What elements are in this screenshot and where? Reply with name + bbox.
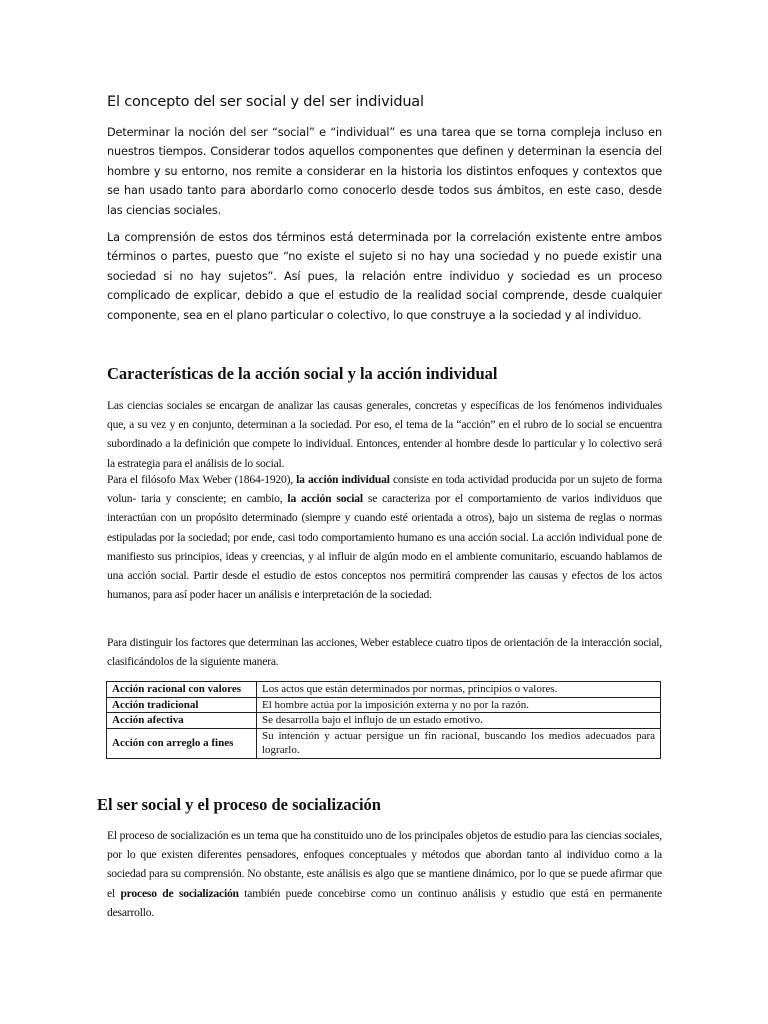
social-action-term: la acción social xyxy=(287,492,363,506)
concept-paragraph-1: Determinar la noción del ser “social” e “individual” es una tarea que se torna compleja incluso en nuestros tiempos. Considerar todos aquellos componentes que definen y determinan la esencia del hombre y su entorno, nos remite a considerar en la historia los distintos enfoques y contextos que se han usado tanto para abordarlo como conocerlo desde todos sus ámbitos, en este caso, desde las ciencias sociales. xyxy=(107,126,662,217)
characteristics-paragraph-2 xyxy=(107,470,662,604)
action-description-cell: Los actos que están determinados por normas, principios o valores. xyxy=(257,682,661,698)
table-row xyxy=(107,682,661,698)
characteristics-paragraph-3: Para distinguir los factores que determinan las acciones, Weber establece cuatro tipos de orientación de la interacción social, clasificándolos de la siguiente manera. xyxy=(107,636,662,669)
action-type-cell: Acción racional con valores xyxy=(107,682,257,698)
action-type-cell: Acción afectiva xyxy=(107,713,257,729)
action-description-cell: Su intención y actuar persigue un fin racional, buscando los medios adecuados para lograrlo. xyxy=(257,728,661,758)
action-type-cell: Acción tradicional xyxy=(107,697,257,713)
socialization-text-end: también puede concebirse como un continuo análisis y estudio que está en permanente desarrollo. xyxy=(107,886,662,919)
characteristics-paragraph-1: Las ciencias sociales se encargan de analizar las causas generales, concretas y específicas de los fenómenos individuales que, a su vez y en conjunto, determinan a la sociedad. Por eso, el tema de la “acción” en el rubro de lo social se encuentra subordinado a la definición que compete lo individual. Entonces, entender al hombre desde lo particular y lo colectivo será la estrategia para el análisis de lo social. xyxy=(107,399,662,470)
socialization-text-start: El proceso de socialización es un tema que ha constituido uno de los principales objetos de estudio para las ciencias sociales, por lo que existen diferentes pensadores, enfoques conceptuales y métodos que abordan tanto al individuo como a la sociedad para su comprensión. No obstante, este análisis es algo que se mantiene dinámico, por lo que se puede afirmar que el xyxy=(107,829,662,900)
concept-paragraph-2: La comprensión de estos dos términos está determinada por la correlación existente entre ambos términos o partes, puesto que “no existe el sujeto si no hay una sociedad y no puede existir una sociedad si no hay sujetos”. Así pues, la relación entre individuo y sociedad es un proceso complicado de explicar, debido a que el estudio de la realidad social comprende, desde cualquier componente, sea en el plano particular o colectivo, lo que construye a la sociedad y al individuo. xyxy=(107,231,662,322)
concept-heading: El concepto del ser social y del ser individual xyxy=(107,94,424,110)
social-action-text: se caracteriza por el comportamiento de varios individuos que interactúan con un propósito determinado (siempre y cuando esté orientada a otros), bajo un sistema de reglas o normas estipuladas por la sociedad; por ende, casi todo comportamiento humano es una acción social. La acción individual pone de manifiesto sus principios, ideas y creencias, y al influir de algún modo en el ambiente comunitario, escuando hablamos de una acción social. Partir desde el estudio de estos conceptos nos permitirá comprender las causas y efectos de los actos humanos, para así poder hacer un análisis e interpretación de la sociedad. xyxy=(107,492,662,602)
action-description-cell: El hombre actúa por la imposición externa y no por la razón. xyxy=(257,697,661,713)
action-description-cell: Se desarrolla bajo el influjo de un estado emotivo. xyxy=(257,713,661,729)
socialization-process-term: proceso de socialización xyxy=(120,886,239,900)
action-type-cell: Acción con arreglo a fines xyxy=(107,728,257,758)
socialization-heading: El ser social y el proceso de socialización xyxy=(97,795,381,814)
table-row xyxy=(107,697,661,713)
table-row xyxy=(107,713,661,729)
individual-action-term: la acción individual xyxy=(296,473,390,486)
individual-action-text: consiste en toda actividad producida por un sujeto de forma volun- taria y consciente; en cambio, xyxy=(107,473,662,506)
table-row xyxy=(107,728,661,758)
action-types-table xyxy=(106,681,661,759)
weber-intro-text: Para el filósofo Max Weber (1864-1920), xyxy=(107,473,297,486)
characteristics-heading: Características de la acción social y la acción individual xyxy=(107,364,498,383)
socialization-paragraph xyxy=(107,826,662,922)
